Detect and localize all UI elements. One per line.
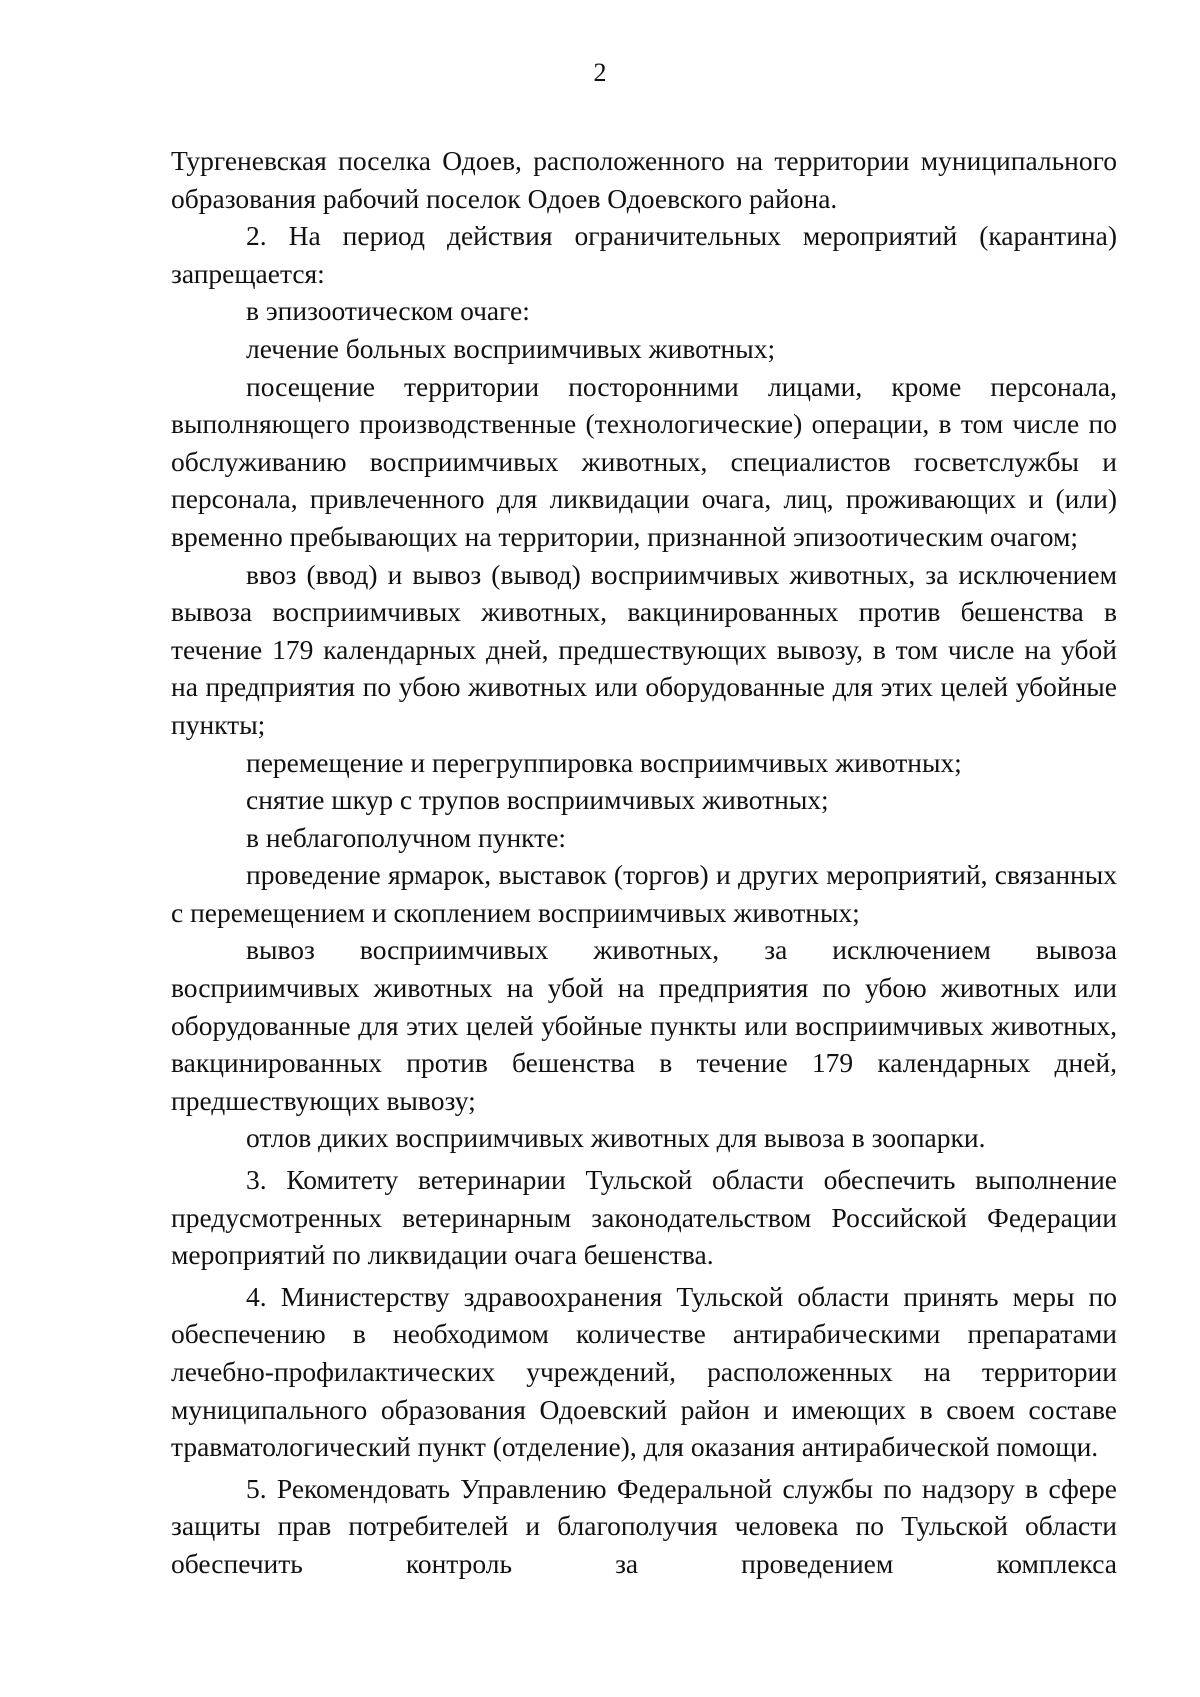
paragraph-item-5: 5. Рекомендовать Управлению Федеральной службы по надзору в сфере защиты прав потребителей и благополучия человека по Тульской области обеспечить контроль за проведением комплекса (171, 1472, 1117, 1579)
paragraph-skinning-ban: снятие шкур с трупов восприимчивых животных; (246, 784, 829, 816)
page-number: 2 (593, 58, 607, 87)
paragraph-visit-ban: посещение территории посторонними лицами, кроме персонала, выполняющего производственные (технологические) операции, в том числе по обслуживанию восприимчивых животных, специалистов госветслужбы и персонала, привлеченного для ликвидации очага, лиц, проживающих и (или) временно пребывающих на территории, признанной эпизоотическим очагом; (171, 370, 1117, 552)
paragraph-item-3: 3. Комитету ветеринарии Тульской области обеспечить выполнение предусмотренных ветеринарным законодательством Российской Федерации мероприятий по ликвидации очага бешенства. (171, 1164, 1117, 1271)
paragraph-episootic-focus-heading: в эпизоотическом очаге: (246, 295, 530, 327)
paragraph-fairs-ban: проведение ярмарок, выставок (торгов) и других мероприятий, связанных с перемещением и скоплением восприимчивых животных; (171, 859, 1117, 928)
paragraph-export-ban: вывоз восприимчивых животных, за исключением вывоза восприимчивых животных на убой на предприятия по убою животных или оборудованные для этих целей убойные пункты или восприимчивых животных, вакцинированных против бешенства в течение 179 календарных дней, предшествующих вывозу; (171, 934, 1117, 1116)
document-body (171, 142, 1117, 1583)
paragraph-item-2: 2. На период действия ограничительных мероприятий (карантина) запрещается: (171, 220, 1117, 289)
paragraph-import-export-ban: ввоз (ввод) и вывоз (вывод) восприимчивых животных, за исключением вывоза восприимчивых животных, вакцинированных против бешенства в течение 179 календарных дней, предшествующих вывозу, в том числе на убой на предприятия по убою животных или оборудованные для этих целей убойные пункты; (171, 558, 1117, 740)
paragraph-regrouping-ban: перемещение и перегруппировка восприимчивых животных; (246, 746, 962, 778)
paragraph-item-4: 4. Министерству здравоохранения Тульской области принять меры по обеспечению в необходимом количестве антирабическими препаратами лечебно-профилактических учреждений, расположенных на территории муниципального образования Одоевский район и имеющих в своем составе травматологический пункт (отделение), для оказания антирабической помощи. (171, 1280, 1117, 1463)
paragraph-wild-capture-ban: отлов диких восприимчивых животных для вывоза в зоопарки. (246, 1122, 986, 1154)
paragraph-treatment-ban: лечение больных восприимчивых животных; (246, 332, 776, 364)
paragraph-unsafe-point-heading: в неблагополучном пункте: (246, 821, 567, 853)
paragraph-continuation: Тургеневская поселка Одоев, расположенного на территории муниципального образования рабочий поселок Одоев Одоевского района. (171, 145, 1117, 214)
